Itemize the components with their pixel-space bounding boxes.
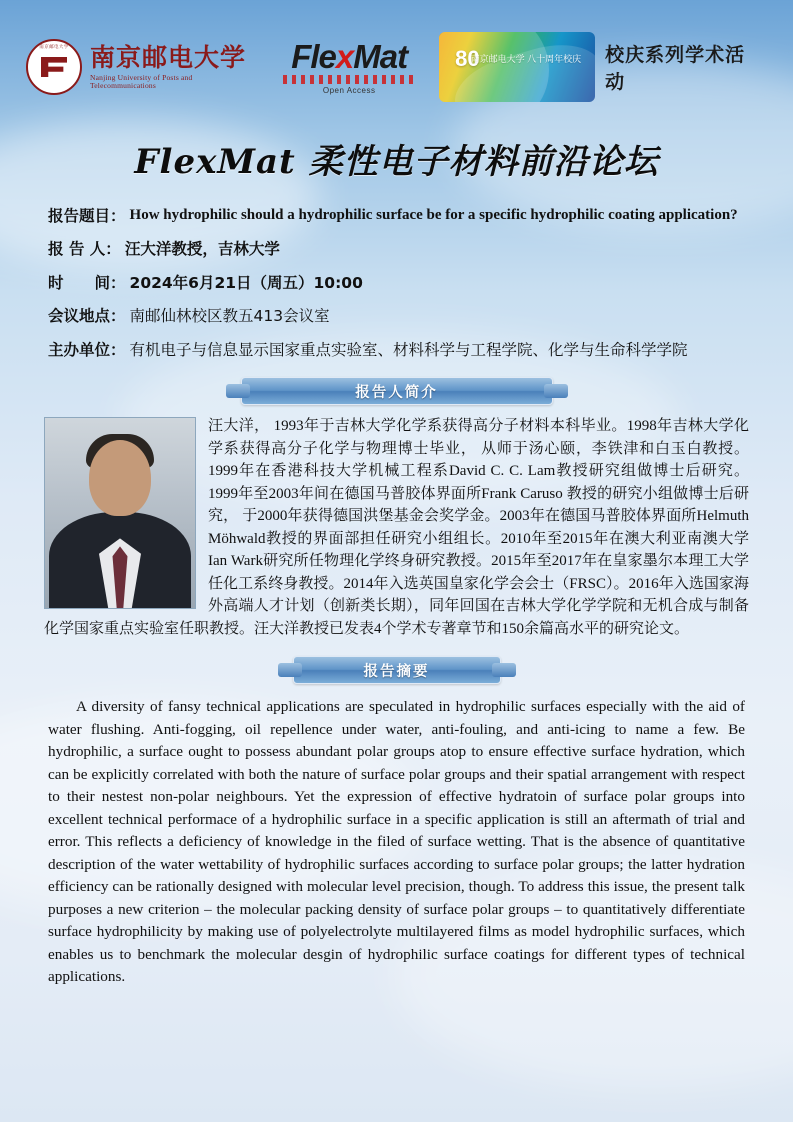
njupt-name-cn: 南京邮电大学 (90, 43, 247, 72)
info-label-organizer: 主办单位 (48, 340, 111, 359)
info-sep-organizer: ： (110, 340, 126, 359)
info-sep-location: ： (110, 307, 126, 326)
info-row-time (48, 272, 745, 294)
series-label: 校庆系列学术活动 (605, 44, 746, 93)
flexmat-wordmark: FlexMat (291, 37, 408, 75)
abstract-banner (293, 656, 501, 684)
info-label-speaker: 报 告 人 (48, 240, 106, 259)
njupt-name-block (90, 45, 257, 89)
info-row-organizer (48, 339, 745, 361)
njupt-seal-text: 南京邮电大学 (39, 44, 69, 49)
njupt-logo (26, 39, 257, 95)
anniversary-number: 80 (455, 46, 480, 71)
speaker-bio-text: 汪大洋， 1993年于吉林大学化学系获得高分子材料本科毕业。1998年吉林大学化学系获得高分子化学与物理博士毕业， 从师于汤心颐，李铁津和白玉白教授。1999年在香港科技大学机械工程系David C. C. Lam教授研究组做博士后研究。 1999年至2003年间在德国马普胶体界面所Frank Caruso 教授的研究小组做博士后研究， 于2000年获得德国洪堡基金会奖学金。2003年在德国马普胶体界面所Helmuth Möhwald教授的界面部担任研究小组组长。2010年至2015年在澳大利亚南澳大学Ian Wark研究所任物理化学终身研究教授。2015年至2017年在皇家墨尔本理工大学任化工系终身教授。2014年入选英国皇家化学会会士（FRSC）。2016年入选国家海外高端人才计划（创新类长期），同年回国在吉林大学化学学院和无机合成与制备化学国家重点实验室任职教授。汪大洋教授已发表4个学术专著章节和150余篇高水平的研究论文。 (44, 418, 749, 637)
page-title: FlexMat 柔性电子材料前沿论坛 (134, 142, 659, 182)
info-value-topic: How hydrophilic should a hydrophilic surface be for a specific hydrophilic coating application? (129, 207, 738, 223)
poster-header (26, 0, 767, 120)
speaker-bio-block (26, 415, 767, 640)
info-row-speaker (48, 238, 745, 260)
flexmat-wave-icon (283, 75, 415, 84)
info-sep-time: ： (110, 273, 126, 292)
info-value-time: 2024年6月21日（周五）10:00 (129, 273, 363, 292)
event-info (26, 205, 767, 361)
info-sep-topic: ： (110, 207, 126, 225)
info-label-topic: 报告题目 (48, 207, 111, 225)
anniversary-text: 南京邮电大学 八十周年校庆 (470, 54, 582, 64)
njupt-name-en: Nanjing University of Posts and Telecommunications (90, 73, 193, 90)
info-row-topic (48, 205, 745, 227)
portrait-head (89, 440, 151, 516)
flexmat-logo (283, 37, 415, 95)
abstract-banner-label: 报告摘要 (363, 663, 430, 680)
info-label-time: 时 间 (48, 273, 111, 292)
anniversary-logo (439, 32, 595, 102)
abstract-text: A diversity of fansy technical applications are speculated in hydrophilic surfaces especially with the aid of water flushing. Anti-fogging, oil repellence under water, anti-fouling, and anti-icing to name a few. Be hydrophilic, a surface ought to possess abundant polar groups atop to ensure effective surface hydration, which can be explicitly correlated with both the nature of surface polar groups and their spatial arrangement with respect to their nestest non-polar neighbours. Yet the expression of effective hydratoin of surface polar groups into excellent technical performace of a hydrophilic surface in a specific application is still an aftermath of trial and error. This reflects a deficiency of knowledge in the filed of surface wetting. That is the absence of quantitative description of the water wettability of hydrophilic surfaces according to surface polar groups; the latter hydration efficiency can be rationally designed with molecular level precision, though. To address this issue, the present talk purposes a new criterion – the molecular packing density of surface polar groups – to quantitatively differentiate surface hydrophilicity by making use of polyelectrolyte multilayered films as model hydrophilic surfaces, which enables us to benchmark the molecular desgin of hydrophilic surface coatings for different types of technical applications. (48, 698, 745, 986)
info-value-organizer: 有机电子与信息显示国家重点实验室、材料科学与工程学院、化学与生命科学学院 (129, 340, 688, 359)
flexmat-subtitle: Open Access (322, 85, 376, 95)
info-value-location: 南邮仙林校区教五413会议室 (129, 307, 330, 326)
info-label-location: 会议地点 (48, 307, 111, 326)
info-value-speaker: 汪大洋教授，吉林大学 (124, 240, 280, 259)
njupt-seal-icon (26, 39, 82, 95)
speaker-bio-banner (241, 377, 553, 405)
speaker-portrait (44, 417, 196, 609)
speaker-bio-banner-label: 报告人简介 (355, 384, 438, 401)
info-sep-speaker: ： (105, 240, 121, 259)
info-row-location (48, 305, 745, 327)
